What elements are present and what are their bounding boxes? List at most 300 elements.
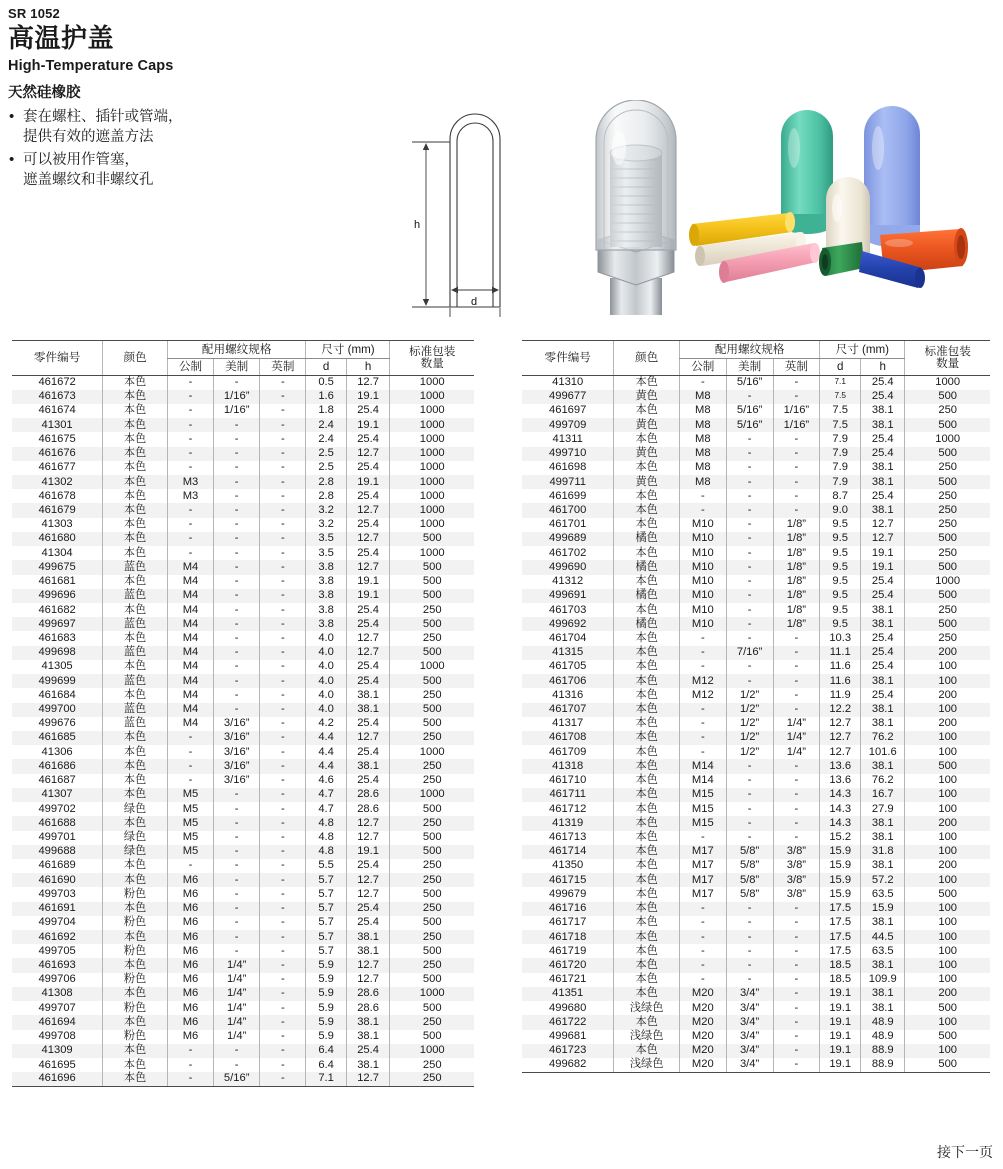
cell-size-h: 25.4 [861, 489, 905, 503]
cell-pack-qty: 500 [905, 560, 990, 574]
cell-size-h: 76.2 [861, 774, 905, 788]
cell-size-h: 25.4 [861, 688, 905, 702]
cell-part-no: 41304 [41, 546, 73, 559]
cell-part-no: 461698 [549, 461, 587, 474]
cell-part-no: 499704 [38, 916, 76, 929]
cell-part-no: 461720 [549, 958, 587, 971]
cell-color: 本色 [103, 688, 168, 702]
cell-color: 本色 [614, 703, 680, 717]
cell-thread-us: 1/2” [726, 717, 773, 731]
cell-size-h: 19.1 [861, 560, 905, 574]
cell-thread-metric: M15 [679, 816, 726, 830]
cell-size-d: 4.7 [306, 802, 346, 816]
feature-list [8, 107, 408, 191]
cell-size-d: 7.5 [820, 404, 861, 418]
table-row [522, 603, 990, 617]
cell-thread-inch: - [773, 788, 820, 802]
cell-size-d: 15.9 [820, 859, 861, 873]
cell-color: 本色 [614, 958, 680, 972]
cell-size-d: 14.3 [820, 788, 861, 802]
cell-thread-us: - [726, 390, 773, 404]
cell-size-h: 25.4 [346, 774, 390, 788]
cell-size-d: 3.8 [306, 560, 346, 574]
cell-thread-us: - [214, 603, 260, 617]
cell-part-no: 499691 [549, 589, 587, 602]
cell-thread-inch: - [260, 759, 306, 773]
cell-size-h: 38.1 [346, 1030, 390, 1044]
cell-size-d: 9.5 [820, 546, 861, 560]
table-row [522, 646, 990, 660]
cell-part-no: 461684 [38, 688, 76, 701]
cell-thread-inch: - [773, 489, 820, 503]
cell-thread-metric: M15 [679, 802, 726, 816]
cell-thread-inch: - [260, 631, 306, 645]
cell-thread-inch: - [260, 1015, 306, 1029]
table-row [12, 447, 474, 461]
cell-thread-metric: M4 [167, 688, 213, 702]
cell-color: 蓝色 [103, 646, 168, 660]
cell-color: 本色 [103, 1044, 168, 1058]
cell-thread-metric: M4 [167, 631, 213, 645]
table-row [522, 631, 990, 645]
cell-thread-metric: - [679, 731, 726, 745]
cell-thread-metric: - [167, 404, 213, 418]
col-header-thread-inch: 英制 [260, 359, 306, 376]
cell-thread-metric: - [679, 916, 726, 930]
cell-size-h: 12.7 [346, 1072, 390, 1086]
cell-pack-qty: 250 [390, 816, 474, 830]
cell-size-d: 12.7 [820, 717, 861, 731]
cell-pack-qty: 250 [905, 461, 990, 475]
cell-size-h: 19.1 [346, 845, 390, 859]
cell-size-h: 25.4 [861, 447, 905, 461]
cell-thread-us: - [726, 518, 773, 532]
cell-thread-inch: 1/8” [773, 589, 820, 603]
cell-size-h: 38.1 [861, 475, 905, 489]
cell-thread-metric: M10 [679, 518, 726, 532]
cell-thread-us: 1/16” [214, 404, 260, 418]
cell-thread-us: - [214, 788, 260, 802]
cell-size-h: 88.9 [861, 1044, 905, 1058]
cell-pack-qty: 500 [390, 532, 474, 546]
cell-thread-metric: M6 [167, 987, 213, 1001]
cell-thread-us: - [726, 589, 773, 603]
cell-part-no: 41351 [552, 987, 584, 1000]
cell-thread-us: - [214, 546, 260, 560]
cell-thread-us: - [214, 831, 260, 845]
cell-size-h: 38.1 [346, 1058, 390, 1072]
cell-size-h: 19.1 [861, 546, 905, 560]
cell-thread-inch: 1/16” [773, 418, 820, 432]
table-row [12, 703, 474, 717]
cell-size-h: 38.1 [861, 461, 905, 475]
cell-part-no: 461711 [549, 788, 586, 801]
cell-color: 本色 [614, 816, 680, 830]
cell-part-no: 461692 [38, 930, 76, 943]
cell-part-no: 461709 [549, 745, 587, 758]
table-row [12, 603, 474, 617]
cell-thread-us: 1/2” [726, 688, 773, 702]
cell-thread-us: - [214, 916, 260, 930]
cell-size-h: 38.1 [861, 987, 905, 1001]
cell-thread-metric: M20 [679, 1030, 726, 1044]
cell-size-h: 38.1 [861, 958, 905, 972]
cell-color: 本色 [103, 503, 168, 517]
cell-size-h: 12.7 [346, 816, 390, 830]
cell-thread-inch: - [773, 831, 820, 845]
cell-part-no: 41310 [552, 376, 584, 389]
cell-pack-qty: 500 [905, 1030, 990, 1044]
cell-size-h: 38.1 [861, 503, 905, 517]
cell-part-no: 41318 [552, 759, 584, 772]
cell-size-d: 4.0 [306, 674, 346, 688]
cell-size-h: 25.4 [861, 631, 905, 645]
cell-thread-us: - [726, 902, 773, 916]
table-row [12, 973, 474, 987]
cell-thread-inch: - [260, 503, 306, 517]
cell-color: 本色 [614, 646, 680, 660]
table-row [522, 1001, 990, 1015]
table-row [522, 589, 990, 603]
cell-size-h: 12.7 [346, 831, 390, 845]
table-row [522, 418, 990, 432]
cell-color: 蓝色 [103, 589, 168, 603]
cell-thread-metric: M3 [167, 489, 213, 503]
cell-thread-us: 5/8” [726, 887, 773, 901]
cell-part-no: 499711 [549, 475, 586, 488]
cell-thread-us: - [214, 376, 260, 390]
cell-pack-qty: 500 [390, 717, 474, 731]
cell-color: 本色 [614, 674, 680, 688]
table-row [522, 944, 990, 958]
cell-size-d: 2.5 [306, 461, 346, 475]
table-row [522, 973, 990, 987]
cell-thread-us: - [214, 688, 260, 702]
cell-thread-metric: - [679, 503, 726, 517]
cell-thread-us: 5/8” [726, 845, 773, 859]
table-row [522, 703, 990, 717]
cell-size-h: 25.4 [346, 902, 390, 916]
cell-size-h: 38.1 [346, 944, 390, 958]
cell-thread-us: 1/4” [214, 1001, 260, 1015]
col-header-size-h: h [861, 359, 905, 376]
cell-thread-metric: M4 [167, 560, 213, 574]
cell-thread-us: - [726, 503, 773, 517]
cell-size-d: 17.5 [820, 944, 861, 958]
col-header-pack-group [905, 341, 990, 376]
cell-color: 本色 [103, 774, 168, 788]
cell-size-d: 18.5 [820, 958, 861, 972]
table-row [522, 688, 990, 702]
cell-color: 浅绿色 [614, 1058, 680, 1072]
cell-size-d: 7.5 [820, 390, 861, 404]
cell-thread-metric: M4 [167, 603, 213, 617]
cell-thread-inch: - [773, 631, 820, 645]
cell-thread-inch: - [260, 802, 306, 816]
cell-thread-inch: - [260, 447, 306, 461]
cell-thread-metric: - [679, 902, 726, 916]
cell-color: 本色 [103, 418, 168, 432]
cell-part-no: 461697 [549, 404, 587, 417]
cell-color: 本色 [614, 518, 680, 532]
cell-thread-inch: - [773, 432, 820, 446]
table-row [12, 1058, 474, 1072]
cell-thread-us: 3/4” [726, 1030, 773, 1044]
cell-thread-inch: - [260, 560, 306, 574]
cell-size-d: 5.9 [306, 1015, 346, 1029]
table-row [12, 788, 474, 802]
cell-color: 本色 [614, 859, 680, 873]
cell-pack-qty: 250 [390, 873, 474, 887]
cell-thread-metric: M17 [679, 859, 726, 873]
cell-color: 本色 [614, 1015, 680, 1029]
cell-pack-qty: 1000 [390, 432, 474, 446]
cell-color: 黄色 [614, 475, 680, 489]
cell-thread-metric: - [167, 503, 213, 517]
cell-thread-us: - [214, 475, 260, 489]
cell-pack-qty: 1000 [390, 376, 474, 390]
cell-color: 本色 [614, 887, 680, 901]
cell-thread-metric: M10 [679, 603, 726, 617]
cell-color: 本色 [614, 987, 680, 1001]
table-row [12, 1044, 474, 1058]
cell-thread-inch: 1/8” [773, 617, 820, 631]
cell-part-no: 461687 [38, 774, 76, 787]
cell-thread-inch: - [260, 532, 306, 546]
cell-part-no: 461718 [549, 930, 587, 943]
cell-part-no: 499700 [38, 703, 76, 716]
cell-thread-metric: - [679, 973, 726, 987]
cell-thread-inch: - [773, 1058, 820, 1072]
cell-part-no: 41307 [41, 788, 73, 801]
cell-thread-inch: - [773, 688, 820, 702]
cell-part-no: 499698 [38, 646, 76, 659]
cell-thread-inch: - [260, 575, 306, 589]
cell-pack-qty: 1000 [390, 390, 474, 404]
col-header-thread-metric: 公制 [679, 359, 726, 376]
cell-size-d: 3.5 [306, 532, 346, 546]
cell-color: 粉色 [103, 1030, 168, 1044]
cell-color: 本色 [103, 731, 168, 745]
cell-size-d: 3.8 [306, 617, 346, 631]
table-row [522, 660, 990, 674]
cell-thread-us: - [726, 532, 773, 546]
cell-pack-qty: 250 [390, 731, 474, 745]
cell-thread-metric: - [167, 447, 213, 461]
cell-thread-us: - [214, 617, 260, 631]
cell-color: 橘色 [614, 589, 680, 603]
cell-pack-qty: 1000 [390, 660, 474, 674]
cell-size-d: 5.7 [306, 902, 346, 916]
cell-part-no: 499681 [549, 1030, 587, 1043]
cell-thread-us: 1/2” [726, 703, 773, 717]
spec-table-right [522, 340, 990, 1073]
cell-part-no: 499675 [38, 560, 76, 573]
cell-thread-metric: - [167, 418, 213, 432]
cell-thread-metric: M6 [167, 887, 213, 901]
cell-thread-metric: - [167, 1044, 213, 1058]
cell-size-h: 48.9 [861, 1015, 905, 1029]
cell-pack-qty: 500 [905, 475, 990, 489]
cell-thread-us: 7/16” [726, 646, 773, 660]
cell-pack-qty: 500 [390, 944, 474, 958]
cell-thread-inch: - [260, 859, 306, 873]
cell-pack-qty: 500 [390, 674, 474, 688]
cell-thread-metric: M5 [167, 802, 213, 816]
cell-size-d: 3.5 [306, 546, 346, 560]
col-header-thread-metric: 公制 [167, 359, 213, 376]
cell-part-no: 461704 [549, 631, 587, 644]
cell-thread-us: 5/16” [214, 1072, 260, 1086]
cell-thread-metric: M20 [679, 987, 726, 1001]
continued-footnote: 接下一页 [937, 1144, 993, 1160]
table-row [522, 518, 990, 532]
col-header-part-no: 零件编号 [12, 341, 103, 376]
cell-color: 本色 [103, 390, 168, 404]
cell-size-h: 25.4 [861, 432, 905, 446]
table-row [522, 802, 990, 816]
table-row [522, 759, 990, 773]
cell-size-d: 4.0 [306, 646, 346, 660]
cell-part-no: 461675 [38, 432, 76, 445]
cell-thread-inch: - [260, 973, 306, 987]
cell-thread-inch: - [773, 447, 820, 461]
cell-color: 蓝色 [103, 703, 168, 717]
cell-color: 黄色 [614, 418, 680, 432]
cell-thread-metric: - [679, 489, 726, 503]
cell-thread-inch: - [260, 688, 306, 702]
cell-pack-qty: 500 [905, 1058, 990, 1072]
cell-part-no: 499688 [38, 845, 76, 858]
cell-size-d: 5.7 [306, 916, 346, 930]
cell-thread-metric: - [167, 546, 213, 560]
cell-pack-qty: 100 [905, 703, 990, 717]
cell-color: 本色 [614, 503, 680, 517]
cell-size-h: 12.7 [346, 503, 390, 517]
cell-part-no: 461713 [549, 831, 587, 843]
cell-part-no: 461722 [549, 1015, 587, 1028]
cell-size-h: 12.7 [861, 518, 905, 532]
cell-color: 本色 [614, 575, 680, 589]
table-row [12, 660, 474, 674]
cell-thread-inch: - [260, 475, 306, 489]
cell-color: 蓝色 [103, 674, 168, 688]
table-row [12, 916, 474, 930]
cell-thread-inch: 1/8” [773, 560, 820, 574]
table-row [522, 1044, 990, 1058]
table-row [522, 1015, 990, 1029]
specifications-table [522, 340, 990, 1073]
cell-thread-inch: - [260, 461, 306, 475]
cell-thread-inch: - [260, 717, 306, 731]
cell-thread-inch: - [260, 887, 306, 901]
cell-size-h: 28.6 [346, 788, 390, 802]
feature-line-2: 遮盖螺纹和非螺纹孔 [23, 172, 154, 189]
cell-part-no: 41350 [552, 859, 584, 872]
cell-thread-us: - [214, 674, 260, 688]
table-row [12, 589, 474, 603]
cell-pack-qty: 500 [390, 845, 474, 859]
col-header-size-d: d [306, 359, 346, 376]
cell-thread-inch: - [260, 617, 306, 631]
table-row [522, 845, 990, 859]
cell-part-no: 461696 [12, 1072, 103, 1086]
cell-size-h: 12.7 [346, 887, 390, 901]
cell-part-no: 41311 [552, 432, 583, 445]
cell-size-h: 25.4 [346, 404, 390, 418]
cell-pack-qty: 250 [390, 859, 474, 873]
cell-size-d: 19.1 [820, 1044, 861, 1058]
cell-color: 本色 [614, 546, 680, 560]
cell-thread-metric: M12 [679, 688, 726, 702]
cell-pack-qty: 1000 [390, 475, 474, 489]
cell-size-d: 5.9 [306, 973, 346, 987]
cell-thread-us: 1/16” [214, 390, 260, 404]
cell-size-h: 12.7 [346, 873, 390, 887]
capped-bolt-photo [586, 100, 696, 315]
cell-color: 本色 [103, 788, 168, 802]
cell-thread-us: 1/4” [214, 1030, 260, 1044]
cell-thread-inch: - [260, 845, 306, 859]
cell-size-d: 9.5 [820, 589, 861, 603]
cell-part-no: 41302 [41, 475, 73, 488]
table-row [12, 774, 474, 788]
table-row [522, 461, 990, 475]
cell-thread-metric: M6 [167, 944, 213, 958]
table-row [522, 532, 990, 546]
cell-part-no: 461695 [38, 1058, 76, 1071]
cell-thread-inch: - [260, 376, 306, 390]
cell-pack-qty: 250 [390, 631, 474, 645]
table-row [12, 546, 474, 560]
cell-thread-metric: M20 [679, 1001, 726, 1015]
cell-pack-qty: 500 [390, 560, 474, 574]
cell-thread-us: - [726, 774, 773, 788]
table-row [12, 560, 474, 574]
cell-thread-inch: - [260, 1030, 306, 1044]
cell-size-d: 5.9 [306, 1030, 346, 1044]
cell-color: 粉色 [103, 916, 168, 930]
table-row [12, 845, 474, 859]
cell-size-d: 19.1 [820, 1001, 861, 1015]
cell-color: 本色 [103, 987, 168, 1001]
cell-size-d: 5.5 [306, 859, 346, 873]
cell-thread-inch: - [260, 518, 306, 532]
cell-color: 本色 [614, 603, 680, 617]
cell-size-h: 25.4 [861, 575, 905, 589]
cell-thread-inch: - [773, 475, 820, 489]
table-row [522, 376, 990, 390]
cell-part-no: 461672 [38, 376, 76, 389]
cell-size-d: 5.9 [306, 987, 346, 1001]
cell-thread-inch: - [260, 546, 306, 560]
table-row [12, 958, 474, 972]
cell-color: 本色 [614, 845, 680, 859]
cell-thread-us: 5/16” [726, 376, 773, 390]
cell-size-d: 11.9 [820, 688, 861, 702]
table-row [12, 432, 474, 446]
cell-size-d: 8.7 [820, 489, 861, 503]
cell-color: 绿色 [103, 831, 168, 845]
cell-thread-metric: M6 [167, 873, 213, 887]
cell-thread-us: - [214, 660, 260, 674]
cap-dimension-diagram [400, 92, 590, 317]
cell-part-no: 461688 [38, 816, 76, 829]
cell-size-d: 19.1 [820, 987, 861, 1001]
cell-size-d: 2.5 [306, 447, 346, 461]
cell-color: 本色 [614, 916, 680, 930]
cell-thread-metric: - [679, 930, 726, 944]
